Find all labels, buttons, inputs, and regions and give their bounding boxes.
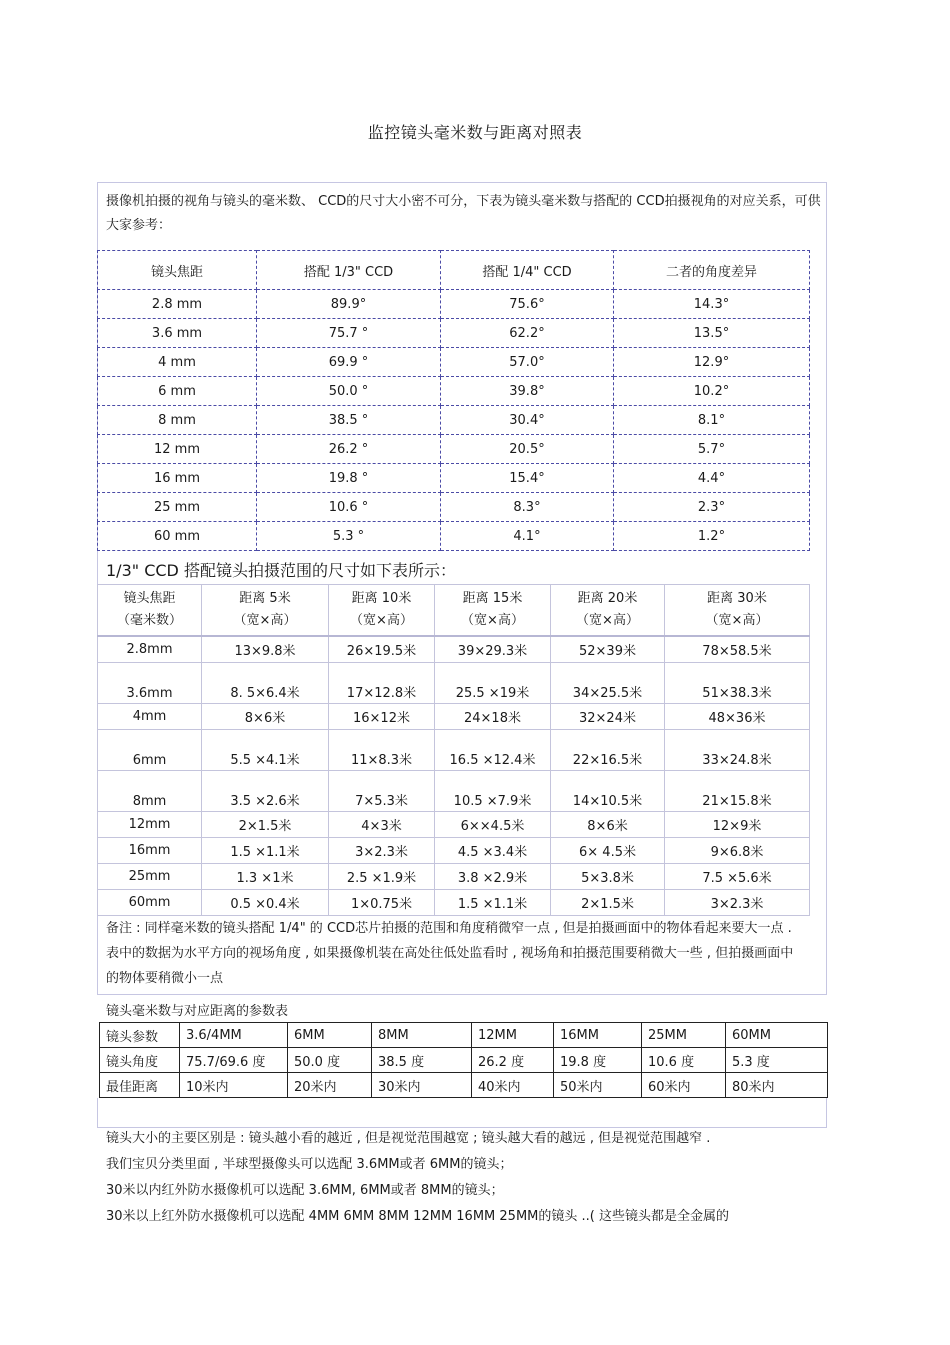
cell: 3×2.3米 [665,890,810,916]
cell: 6MM [288,1023,372,1048]
range-table [97,584,810,916]
cell: 10.5 ×7.9米 [435,771,551,812]
range-table-heading: 1/3" CCD 搭配镜头拍摄范围的尺寸如下表所示： [106,561,456,580]
cell: 22×16.5米 [551,730,665,771]
cell: 4 mm [98,348,257,377]
cell: 12mm [98,812,202,838]
cell: 26×19.5米 [329,636,435,663]
cell: 38.5 ° [257,406,441,435]
cell: 10米内 [180,1073,288,1098]
cell: 8 mm [98,406,257,435]
cell: 6××4.5米 [435,812,551,838]
cell: 5×3.8米 [551,864,665,890]
table-row [98,522,810,551]
cell: 32×24米 [551,704,665,730]
cell: 60MM [726,1023,828,1048]
cell: 20米内 [288,1073,372,1098]
cell: 26.2 度 [472,1048,554,1073]
cell: 25MM [642,1023,726,1048]
cell: 80米内 [726,1073,828,1098]
cell: 75.7/69.6 度 [180,1048,288,1073]
cell: 60 mm [98,522,257,551]
column-header: 搭配 1/4" CCD [441,251,614,290]
cell: 2×1.5米 [551,890,665,916]
cell: 10.6 ° [257,493,441,522]
range-table-header [98,585,810,637]
page-title: 监控镜头毫米数与距离对照表 [367,123,583,142]
cell: 19.8 度 [554,1048,642,1073]
table-row [98,464,810,493]
cell: 13.5° [614,319,810,348]
cell: 7×5.3米 [329,771,435,812]
column-header: 镜头焦距 [98,251,257,290]
cell: 75.7 ° [257,319,441,348]
cell: 48×36米 [665,704,810,730]
cell: 40米内 [472,1073,554,1098]
table-row [98,663,810,704]
cell: 2.3° [614,493,810,522]
cell: 62.2° [441,319,614,348]
cell: 12 mm [98,435,257,464]
cell: 60mm [98,890,202,916]
table-row [98,406,810,435]
cell: 16mm [98,838,202,864]
cell: 19.8 ° [257,464,441,493]
table-row [98,493,810,522]
cell: 20.5° [441,435,614,464]
cell: 5.3 ° [257,522,441,551]
table-row [100,1073,828,1098]
table-row [98,812,810,838]
cell: 0.5 ×0.4米 [202,890,329,916]
cell: 12×9米 [665,812,810,838]
table-row [98,348,810,377]
cell: 16 mm [98,464,257,493]
cell: 3.8 ×2.9米 [435,864,551,890]
cell: 78×58.5米 [665,636,810,663]
cell: 16.5 ×12.4米 [435,730,551,771]
cell: 8.3° [441,493,614,522]
remark-paragraph: 备注 : 同样毫米数的镜头搭配 1/4" 的 CCD芯片拍摄的范围和角度稍微窄一点 , 但是拍摄画面中的物体看起来要大一点 . 表中的数据为水平方向的视场角度 , 如果摄像机装在高处往低处监看时 , 视场角和拍摄范围要稍微大一些 , 但拍摄画面中的物体要稍微小一点 [106,921,794,986]
cell: 89.9° [257,290,441,319]
cell: 6mm [98,730,202,771]
cell: 9×6.8米 [665,838,810,864]
cell: 16×12米 [329,704,435,730]
cell: 16MM [554,1023,642,1048]
cell: 镜头角度 [100,1048,180,1073]
cell: 4.5 ×3.4米 [435,838,551,864]
cell: 12.9° [614,348,810,377]
cell: 75.6° [441,290,614,319]
cell: 8×6米 [202,704,329,730]
table-row [98,435,810,464]
cell: 5.5 ×4.1米 [202,730,329,771]
column-header: 距离 20米 （宽×高） [551,585,665,637]
table-row [98,377,810,406]
angle-table [97,250,810,551]
cell: 4mm [98,704,202,730]
cell: 25.5 ×19米 [435,663,551,704]
table-row [98,890,810,916]
summary-line: 30米以内红外防水摄像机可以选配 3.6MM, 6MM或者 8MM的镜头； [106,1183,504,1198]
cell: 3.6/4MM [180,1023,288,1048]
column-header: 距离 5米 （宽×高） [202,585,329,637]
cell: 15.4° [441,464,614,493]
cell: 8.1° [614,406,810,435]
cell: 30米内 [372,1073,472,1098]
cell: 11×8.3米 [329,730,435,771]
cell: 39.8° [441,377,614,406]
cell: 14.3° [614,290,810,319]
column-header: 二者的角度差异 [614,251,810,290]
table-row [98,319,810,348]
cell: 镜头参数 [100,1023,180,1048]
cell: 4.1° [441,522,614,551]
summary-paragraph [106,1126,821,1230]
cell: 6× 4.5米 [551,838,665,864]
cell: 14×10.5米 [551,771,665,812]
cell: 3.6 mm [98,319,257,348]
table-row [98,290,810,319]
cell: 24×18米 [435,704,551,730]
cell: 33×24.8米 [665,730,810,771]
cell: 5.3 度 [726,1048,828,1073]
cell: 10.2° [614,377,810,406]
cell: 39×29.3米 [435,636,551,663]
cell: 26.2 ° [257,435,441,464]
cell: 8×6米 [551,812,665,838]
cell: 3.6mm [98,663,202,704]
cell: 60米内 [642,1073,726,1098]
summary-line: 镜头大小的主要区别是 : 镜头越小看的越近 , 但是视觉范围越宽 ; 镜头越大看的越远 , 但是视觉范围越窄 . [106,1131,711,1146]
column-header: 距离 10米 （宽×高） [329,585,435,637]
cell: 3.5 ×2.6米 [202,771,329,812]
table-row [98,771,810,812]
cell: 1.5 ×1.1米 [435,890,551,916]
cell: 50.0 ° [257,377,441,406]
cell: 3×2.3米 [329,838,435,864]
cell: 30.4° [441,406,614,435]
intro-paragraph: 摄像机拍摄的视角与镜头的毫米数、 CCD的尺寸大小密不可分，下表为镜头毫米数与搭配的 CCD拍摄视角的对应关系，可供大家参考： [106,194,821,233]
cell: 8MM [372,1023,472,1048]
table-row [100,1023,828,1048]
table-row [98,636,810,663]
angle-table-header [98,251,810,290]
cell: 12MM [472,1023,554,1048]
cell: 4×3米 [329,812,435,838]
cell: 2.8 mm [98,290,257,319]
param-table-frame [97,1098,827,1128]
column-header: 镜头焦距 （毫米数） [98,585,202,637]
cell: 7.5 ×5.6米 [665,864,810,890]
cell: 10.6 度 [642,1048,726,1073]
cell: 34×25.5米 [551,663,665,704]
param-table [99,1022,828,1098]
cell: 1×0.75米 [329,890,435,916]
cell: 21×15.8米 [665,771,810,812]
cell: 57.0° [441,348,614,377]
cell: 2×1.5米 [202,812,329,838]
cell: 8. 5×6.4米 [202,663,329,704]
cell: 1.3 ×1米 [202,864,329,890]
cell: 51×38.3米 [665,663,810,704]
cell: 4.4° [614,464,810,493]
cell: 13×9.8米 [202,636,329,663]
table-row [98,730,810,771]
cell: 1.2° [614,522,810,551]
table-row [98,704,810,730]
table-row [98,864,810,890]
cell: 5.7° [614,435,810,464]
cell: 1.5 ×1.1米 [202,838,329,864]
summary-line: 30米以上红外防水摄像机可以选配 4MM 6MM 8MM 12MM 16MM 25MM的镜头 ..( 这些镜头都是全金属的 [106,1209,729,1224]
column-header: 搭配 1/3" CCD [257,251,441,290]
cell: 50米内 [554,1073,642,1098]
cell: 50.0 度 [288,1048,372,1073]
param-table-caption: 镜头毫米数与对应距离的参数表 [106,1004,289,1019]
cell: 2.8mm [98,636,202,663]
cell: 最佳距离 [100,1073,180,1098]
cell: 17×12.8米 [329,663,435,704]
cell: 25mm [98,864,202,890]
cell: 25 mm [98,493,257,522]
summary-line: 我们宝贝分类里面 , 半球型摄像头可以选配 3.6MM或者 6MM的镜头； [106,1157,513,1172]
table-row [100,1048,828,1073]
cell: 2.5 ×1.9米 [329,864,435,890]
cell: 38.5 度 [372,1048,472,1073]
table-row [98,838,810,864]
column-header: 距离 30米 （宽×高） [665,585,810,637]
column-header: 距离 15米 （宽×高） [435,585,551,637]
cell: 8mm [98,771,202,812]
cell: 6 mm [98,377,257,406]
cell: 52×39米 [551,636,665,663]
cell: 69.9 ° [257,348,441,377]
